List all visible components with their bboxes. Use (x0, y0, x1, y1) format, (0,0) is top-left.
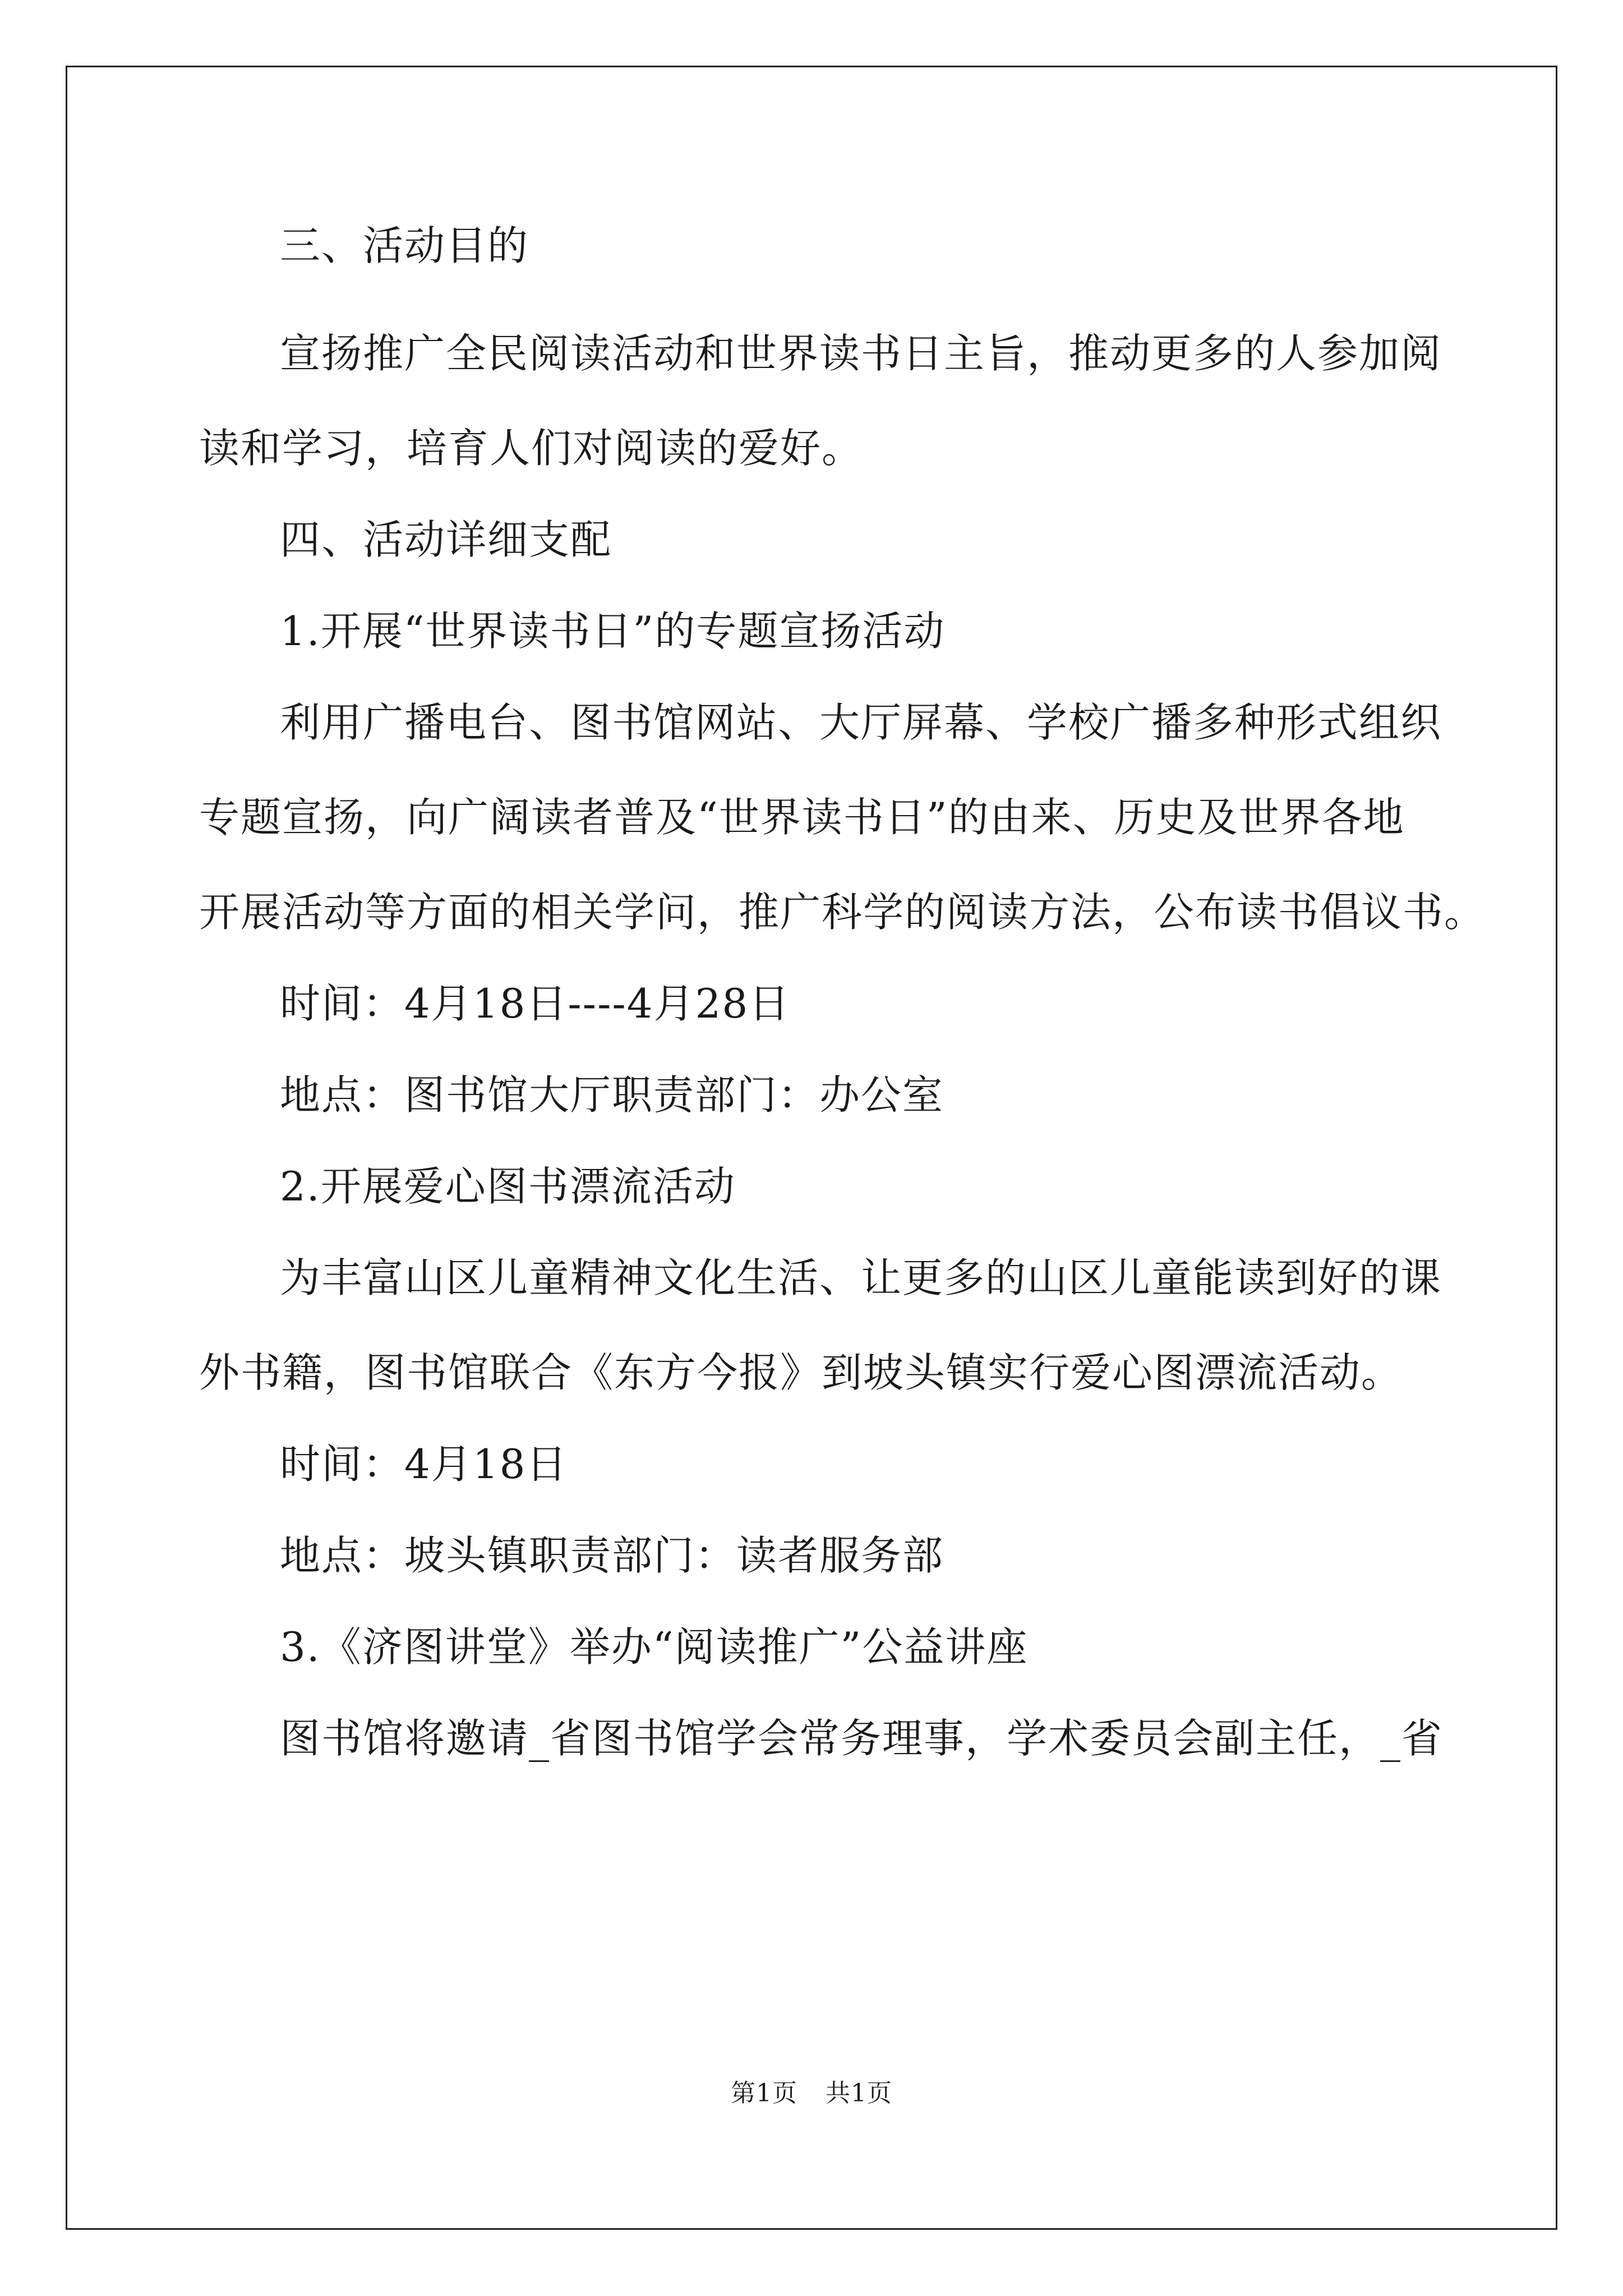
document-body (199, 219, 1486, 1765)
paragraph-line: 读和学习，培育人们对阅读的爱好。 (199, 425, 864, 472)
page-footer (0, 2078, 1623, 2109)
paragraph-line: 图书馆将邀请_省图书馆学会常务理事，学术委员会副主任，_省 (280, 1715, 1444, 1762)
item-heading-1: 1.开展“世界读书日”的专题宣扬活动 (280, 608, 946, 655)
paragraph-line: 为丰富山区儿童精神文化生活、让更多的山区儿童能读到好的课 (280, 1254, 1442, 1301)
page-number-current: 第1页 (731, 2079, 797, 2108)
paragraph-line: 利用广播电台、图书馆网站、大厅屏幕、学校广播多种形式组织 (280, 699, 1442, 746)
item-location: 地点：图书馆大厅职责部门：办公室 (280, 1071, 944, 1119)
paragraph-line: 专题宣扬，向广阔读者普及“世界读书日”的由来、历史及世界各地 (199, 794, 1405, 841)
item-heading-3: 3.《济图讲堂》举办“阅读推广”公益讲座 (280, 1623, 1029, 1671)
item-location: 地点：坡头镇职责部门：读者服务部 (280, 1532, 944, 1579)
paragraph-line: 开展活动等方面的相关学问，推广科学的阅读方法，公布读书倡议书。 (199, 889, 1486, 936)
item-time: 时间：4月18日 (280, 1441, 568, 1488)
item-time: 时间：4月18日----4月28日 (280, 980, 791, 1027)
section-heading-purpose: 三、活动目的 (280, 222, 529, 269)
item-heading-2: 2.开展爱心图书漂流活动 (280, 1163, 736, 1210)
section-heading-arrangement: 四、活动详细支配 (280, 516, 612, 563)
paragraph-line: 宣扬推广全民阅读活动和世界读书日主旨，推动更多的人参加阅 (280, 330, 1442, 377)
page-number-total: 共1页 (826, 2079, 892, 2108)
paragraph-line: 外书籍，图书馆联合《东方今报》到坡头镇实行爱心图漂流活动。 (199, 1349, 1403, 1396)
